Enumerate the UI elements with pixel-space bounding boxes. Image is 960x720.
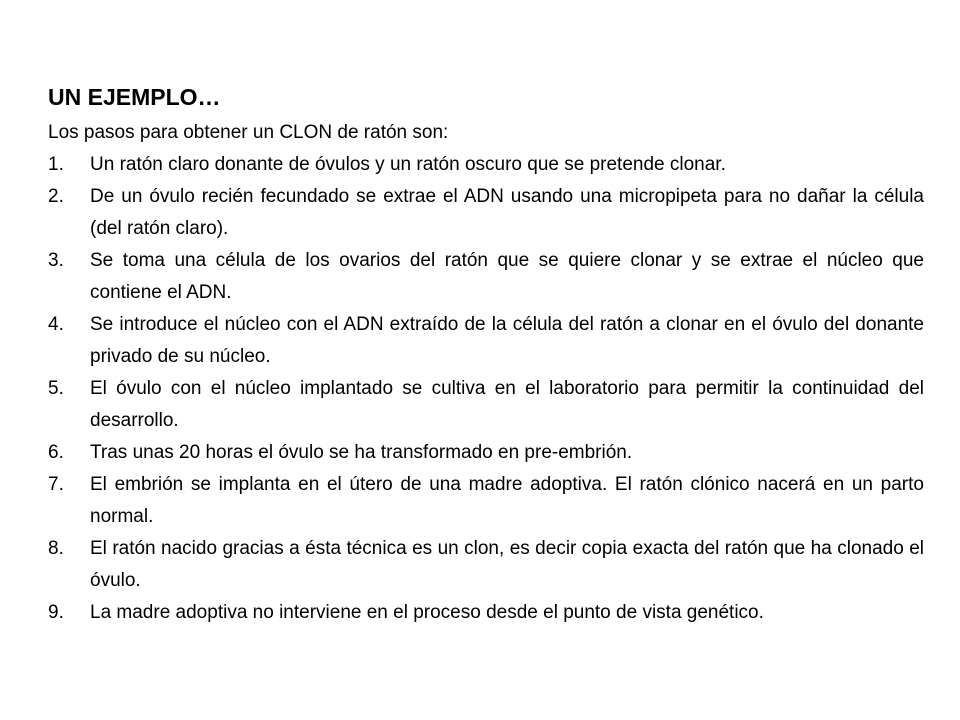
step-text: De un óvulo recién fecundado se extrae el ADN usando una micropipeta para no dañar la célula (del ratón claro). (90, 186, 924, 239)
list-item (48, 533, 924, 597)
step-text: Un ratón claro donante de óvulos y un ratón oscuro que se pretende clonar. (90, 154, 726, 175)
list-item (48, 309, 924, 373)
list-item (48, 149, 924, 181)
step-number: 3. (48, 250, 64, 271)
step-number: 4. (48, 314, 64, 335)
list-item (48, 469, 924, 533)
slide-content (48, 78, 924, 629)
slide-title: UN EJEMPLO… (48, 84, 221, 110)
step-text: Se toma una célula de los ovarios del ratón que se quiere clonar y se extrae el núcleo que contiene el ADN. (90, 250, 924, 303)
list-item (48, 245, 924, 309)
step-text: Tras unas 20 horas el óvulo se ha transformado en pre-embrión. (90, 442, 633, 463)
step-number: 8. (48, 538, 64, 559)
steps-list (48, 149, 924, 629)
step-number: 7. (48, 474, 64, 495)
step-number: 5. (48, 378, 64, 399)
step-number: 1. (48, 154, 64, 175)
step-text: El ratón nacido gracias a ésta técnica es un clon, es decir copia exacta del ratón que ha clonado el óvulo. (90, 538, 924, 591)
step-number: 2. (48, 186, 64, 207)
list-item (48, 373, 924, 437)
intro-text: Los pasos para obtener un CLON de ratón son: (48, 122, 449, 143)
step-number: 6. (48, 442, 64, 463)
step-text: Se introduce el núcleo con el ADN extraído de la célula del ratón a clonar en el óvulo del donante privado de su núcleo. (90, 314, 924, 367)
step-text: El óvulo con el núcleo implantado se cultiva en el laboratorio para permitir la continuidad del desarrollo. (90, 378, 924, 431)
list-item (48, 181, 924, 245)
list-item (48, 597, 924, 629)
step-number: 9. (48, 602, 64, 623)
step-text: El embrión se implanta en el útero de una madre adoptiva. El ratón clónico nacerá en un parto normal. (90, 474, 924, 527)
step-text: La madre adoptiva no interviene en el proceso desde el punto de vista genético. (90, 602, 764, 623)
list-item (48, 437, 924, 469)
